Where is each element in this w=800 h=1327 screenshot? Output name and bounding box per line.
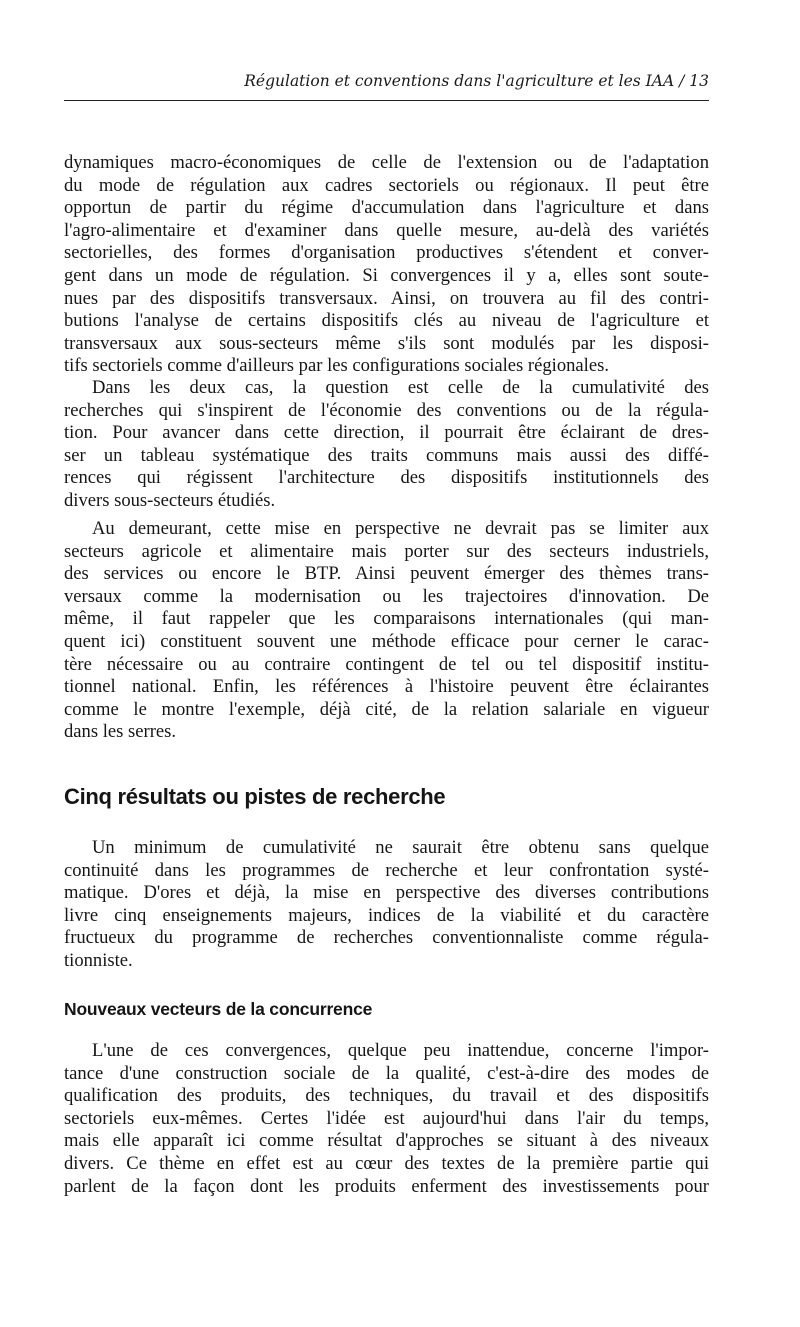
text-line: tifs sectoriels comme d'ailleurs par les configurations sociales régionales. xyxy=(64,355,609,377)
text-line: Dans les deux cas, la question est celle de la cumulativité des xyxy=(92,377,709,398)
text-line: divers sous-secteurs étudiés. xyxy=(64,489,276,511)
text-line: Un minimum de cumulativité ne saurait être obtenu sans quelque xyxy=(92,837,709,858)
text-line: sectorielles, des formes d'organisation productives s'étendent et conver- xyxy=(64,242,709,264)
text-line: qualification des produits, des techniques, du travail et des dispositifs xyxy=(64,1085,709,1107)
text-line: quent ici) constituent souvent une méthode efficace pour cerner le carac- xyxy=(64,630,709,652)
text-line: fructueux du programme de recherches conventionnaliste comme régula- xyxy=(64,927,709,949)
text-line: mais elle apparaît ici comme résultat d'approches se situant à des niveaux xyxy=(64,1130,709,1152)
text-line: opportun de partir du régime d'accumulation dans l'agriculture et dans xyxy=(64,197,709,219)
text-line: livre cinq enseignements majeurs, indices de la viabilité et du caractère xyxy=(64,904,709,926)
text-line: sectoriels eux-mêmes. Certes l'idée est aujourd'hui dans l'air du temps, xyxy=(64,1107,709,1129)
section-heading: Cinq résultats ou pistes de recherche xyxy=(64,784,446,809)
text-line: tionniste. xyxy=(64,949,133,971)
text-line: ser un tableau systématique des traits communs mais aussi des diffé- xyxy=(64,444,709,466)
text-line: dynamiques macro-économiques de celle de l'extension ou de l'adaptation xyxy=(64,152,709,173)
text-line: tère nécessaire ou au contraire contingent de tel ou tel dispositif institu- xyxy=(64,653,709,675)
text-line: secteurs agricole et alimentaire mais porter sur des secteurs industriels, xyxy=(64,540,709,562)
text-line: rences qui régissent l'architecture des dispositifs institutionnels des xyxy=(64,467,709,489)
text-line: nues par des dispositifs transversaux. Ainsi, on trouvera au fil des contri- xyxy=(64,287,709,309)
header-rule xyxy=(64,100,709,101)
paragraph-3 xyxy=(64,518,709,744)
text-line: du mode de régulation aux cadres sectoriels ou régionaux. Il peut être xyxy=(64,174,709,196)
text-line: parlent de la façon dont les produits enferment des investissements pour xyxy=(64,1175,709,1197)
text-line: tionnel national. Enfin, les références à l'histoire peuvent être éclairantes xyxy=(64,676,709,698)
text-line: des services ou encore le BTP. Ainsi peuvent émerger des thèmes trans- xyxy=(64,563,709,585)
text-line: tion. Pour avancer dans cette direction, il pourrait être éclairant de dres- xyxy=(64,422,709,444)
section-paragraph xyxy=(64,837,709,973)
text-line: tance d'une construction sociale de la qualité, c'est-à-dire des modes de xyxy=(64,1062,709,1084)
text-line: même, il faut rappeler que les comparaisons internationales (qui man- xyxy=(64,608,709,630)
text-line: gent dans un mode de régulation. Si convergences il y a, elles sont soute- xyxy=(64,264,709,286)
paragraph-2 xyxy=(64,377,709,513)
text-line: L'une de ces convergences, quelque peu inattendue, concerne l'impor- xyxy=(92,1040,709,1061)
text-line: Au demeurant, cette mise en perspective ne devrait pas se limiter aux xyxy=(92,518,709,539)
text-line: l'agro-alimentaire et d'examiner dans quelle mesure, au-delà des variétés xyxy=(64,219,709,241)
text-line: comme le montre l'exemple, déjà cité, de la relation salariale en vigueur xyxy=(64,698,709,720)
text-line: divers. Ce thème en effet est au cœur des textes de la première partie qui xyxy=(64,1152,709,1174)
text-line: transversaux aux sous-secteurs même s'ils sont modulés par les disposi- xyxy=(64,332,709,354)
text-line: butions l'analyse de certains dispositifs clés au niveau de l'agriculture et xyxy=(64,310,709,332)
text-line: recherches qui s'inspirent de l'économie des conventions ou de la régula- xyxy=(64,399,709,421)
subsection-paragraph xyxy=(64,1040,709,1198)
paragraph-1 xyxy=(64,152,709,378)
text-line: dans les serres. xyxy=(64,721,177,743)
text-line: matique. D'ores et déjà, la mise en perspective des diverses contributions xyxy=(64,882,709,904)
running-head: Régulation et conventions dans l'agriculture et les IAA / 13 xyxy=(244,72,709,90)
text-line: versaux comme la modernisation ou les trajectoires d'innovation. De xyxy=(64,585,709,607)
text-line: continuité dans les programmes de recherche et leur confrontation systé- xyxy=(64,859,709,881)
subsection-heading: Nouveaux vecteurs de la concurrence xyxy=(64,999,373,1019)
